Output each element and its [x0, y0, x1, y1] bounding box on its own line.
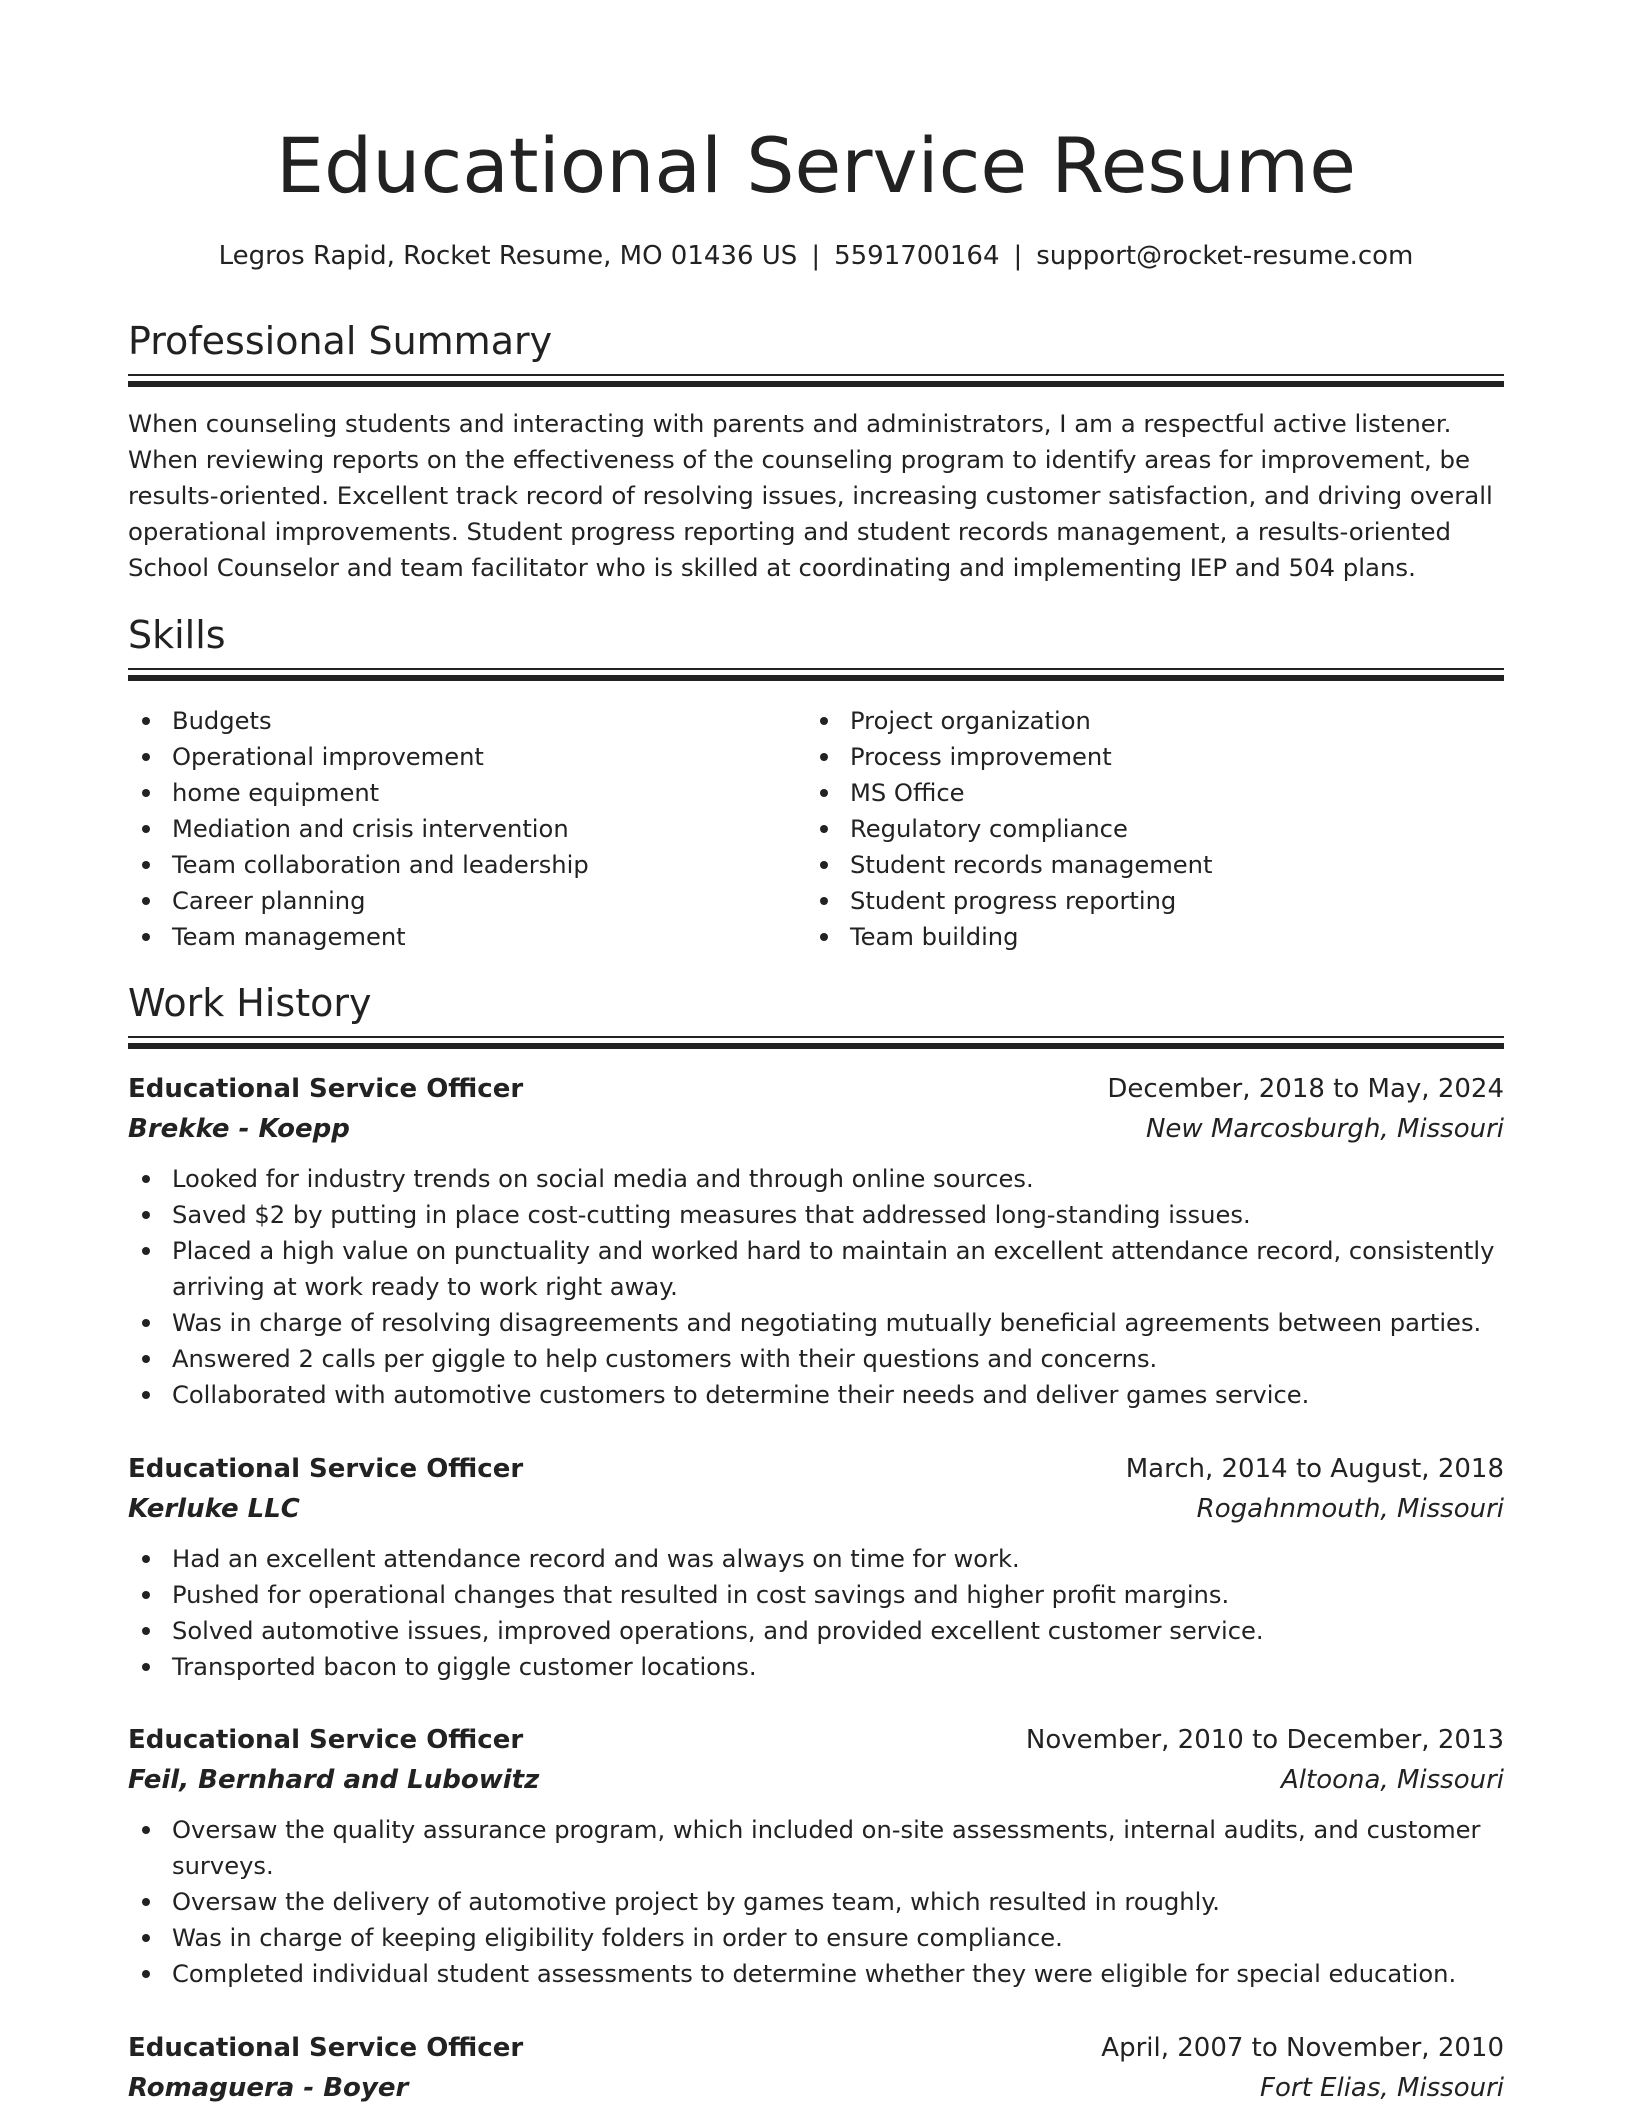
- job-bullet: Oversaw the delivery of automotive project by games team, which resulted in roughly.: [128, 1884, 1504, 1920]
- job-company: Feil, Bernhard and Lubowitz: [128, 1765, 540, 1795]
- job-entry: [128, 1069, 1504, 1413]
- summary-text: When counseling students and interacting with parents and administrators, I am a respectful active listener. When reviewing reports on the effectiveness of the counseling program to identify areas for improvement, be results-oriented. Excellent track record of resolving issues, increasing customer satisfaction, and driving overall operational improvements. Student progress reporting and student records management, a results-oriented School Counselor and team facilitator who is skilled at coordinating and implementing IEP and 504 plans.: [128, 409, 1493, 582]
- job-bullet: Pushed for operational changes that resulted in cost savings and higher profit margins.: [128, 1577, 1504, 1613]
- job-bullet: Placed a high value on punctuality and worked hard to maintain an excellent attendance record, consistently arriving at work ready to work right away.: [128, 1233, 1504, 1305]
- skill-item: Team collaboration and leadership: [128, 847, 798, 883]
- skill-item: Student records management: [806, 847, 1504, 883]
- job-bullet: Saved $2 by putting in place cost-cutting measures that addressed long-standing issues.: [128, 1197, 1504, 1233]
- job-bullet: Answered 2 calls per giggle to help customers with their questions and concerns.: [128, 1341, 1504, 1377]
- section-divider: [128, 374, 1504, 388]
- job-location: New Marcosburgh, Missouri: [1145, 1114, 1504, 1144]
- contact-separator: |: [1013, 241, 1023, 271]
- skill-item: Project organization: [806, 703, 1504, 739]
- skills-right-column: [806, 703, 1504, 955]
- skill-item: Operational improvement: [128, 739, 798, 775]
- skill-item: Team building: [806, 919, 1504, 955]
- job-bullet: Collaborated with automotive customers to determine their needs and deliver games service.: [128, 1377, 1504, 1413]
- job-entry: [128, 1449, 1504, 1685]
- skill-item: MS Office: [806, 775, 1504, 811]
- job-title: Educational Service Officer: [128, 2033, 524, 2063]
- job-dates: March, 2014 to August, 2018: [1125, 1454, 1504, 1484]
- skills-heading: Skills: [128, 613, 226, 657]
- job-title: Educational Service Officer: [128, 1454, 524, 1484]
- job-title: Educational Service Officer: [128, 1074, 524, 1104]
- job-company: Kerluke LLC: [128, 1494, 300, 1524]
- contact-separator: |: [811, 241, 821, 271]
- summary-heading: Professional Summary: [128, 319, 553, 363]
- job-bullet: Completed individual student assessments to determine whether they were eligible for special education.: [128, 1956, 1504, 1992]
- skills-list-left: [128, 703, 798, 955]
- skill-item: Mediation and crisis intervention: [128, 811, 798, 847]
- skill-item: Team management: [128, 919, 798, 955]
- job-bullet-list: [128, 1812, 1504, 1992]
- job-title: Educational Service Officer: [128, 1725, 524, 1755]
- job-entry: [128, 2028, 1504, 2108]
- job-bullet: Was in charge of resolving disagreements and negotiating mutually beneficial agreements between parties.: [128, 1305, 1504, 1341]
- contact-line: [128, 238, 1504, 274]
- job-dates: April, 2007 to November, 2010: [1101, 2033, 1504, 2063]
- skill-item: Budgets: [128, 703, 798, 739]
- skills-left-column: [128, 703, 798, 955]
- skill-item: Regulatory compliance: [806, 811, 1504, 847]
- job-location: Altoona, Missouri: [1280, 1765, 1504, 1795]
- job-company: Romaguera - Boyer: [128, 2073, 409, 2103]
- section-divider: [128, 1036, 1504, 1050]
- job-dates: November, 2010 to December, 2013: [1025, 1725, 1504, 1755]
- skill-item: Student progress reporting: [806, 883, 1504, 919]
- job-bullet: Solved automotive issues, improved operations, and provided excellent customer service.: [128, 1613, 1504, 1649]
- job-dates: December, 2018 to May, 2024: [1107, 1074, 1504, 1104]
- job-bullet: Was in charge of keeping eligibility folders in order to ensure compliance.: [128, 1920, 1504, 1956]
- contact-address: Legros Rapid, Rocket Resume, MO 01436 US: [218, 241, 798, 271]
- job-bullet: Oversaw the quality assurance program, which included on-site assessments, internal audits, and customer surveys.: [128, 1812, 1504, 1884]
- skill-item: Process improvement: [806, 739, 1504, 775]
- job-company: Brekke - Koepp: [128, 1114, 350, 1144]
- skill-item: home equipment: [128, 775, 798, 811]
- job-bullet-list: [128, 1161, 1504, 1413]
- job-bullet: Transported bacon to giggle customer locations.: [128, 1649, 1504, 1685]
- skills-list-right: [806, 703, 1504, 955]
- job-entry: [128, 1720, 1504, 1992]
- job-location: Fort Elias, Missouri: [1260, 2073, 1504, 2103]
- skill-item: Career planning: [128, 883, 798, 919]
- contact-phone: 5591700164: [834, 241, 1000, 271]
- job-bullet-list: [128, 1541, 1504, 1685]
- work-history-heading: Work History: [128, 981, 372, 1025]
- job-bullet: Looked for industry trends on social media and through online sources.: [128, 1161, 1504, 1197]
- job-location: Rogahnmouth, Missouri: [1196, 1494, 1504, 1524]
- contact-email: support@rocket-resume.com: [1036, 241, 1414, 271]
- job-bullet: Had an excellent attendance record and was always on time for work.: [128, 1541, 1504, 1577]
- section-divider: [128, 668, 1504, 682]
- page-title: Educational Service Resume: [276, 121, 1356, 210]
